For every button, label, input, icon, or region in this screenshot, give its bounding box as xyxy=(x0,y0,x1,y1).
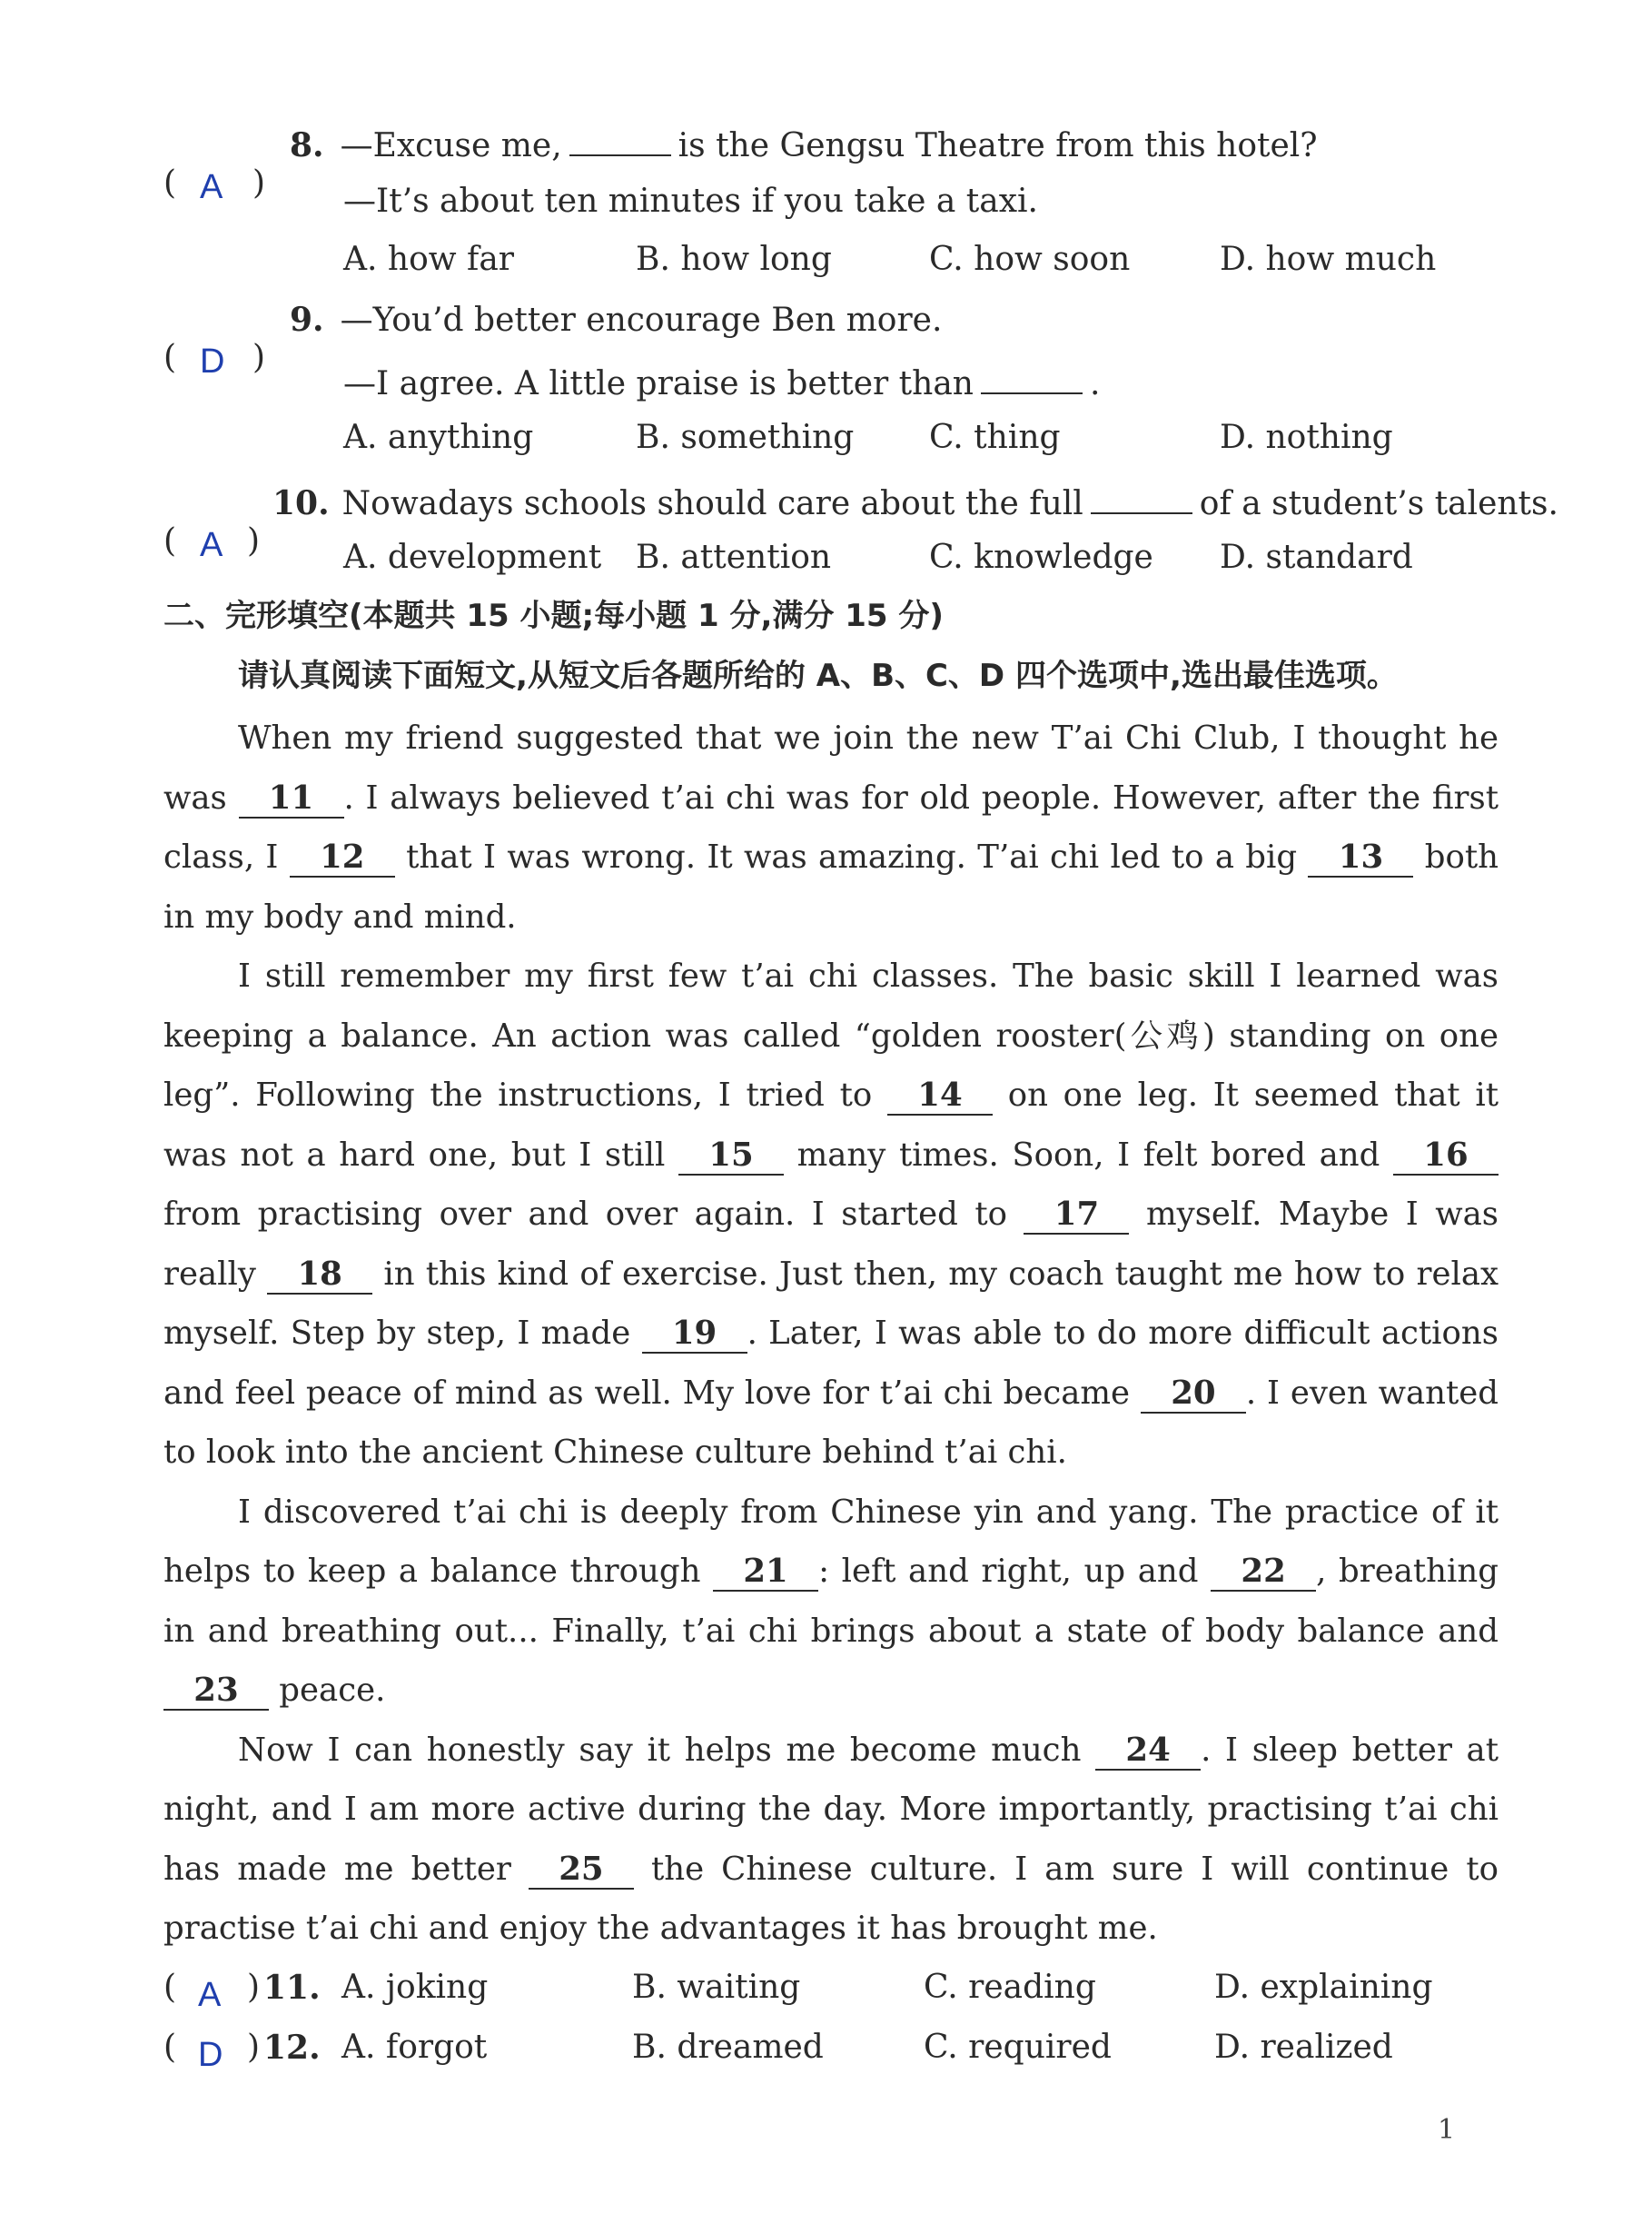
option-b: B. dreamed xyxy=(632,2029,824,2066)
passage-text: : left and right, up and xyxy=(818,1553,1199,1590)
passage-text: , breathing in and breathing out... Finally, t’ai chi brings about a state of body balance and xyxy=(163,1553,1499,1650)
option-c: C. required xyxy=(924,2029,1112,2066)
page-number: 1 xyxy=(1438,2114,1456,2146)
gap-15: 15 xyxy=(678,1137,784,1176)
option-c: C. reading xyxy=(924,1969,1096,2006)
question-text: —You’d better encourage Ben more. xyxy=(340,302,943,339)
answer-mark: A xyxy=(200,526,223,564)
question-text: is the Gengsu Theatre from this hotel? xyxy=(678,127,1318,164)
gap-25: 25 xyxy=(529,1851,634,1890)
answer-mark: D xyxy=(198,2036,223,2074)
section-instruction: 请认真阅读下面短文,从短文后各题所给的 A、B、C、D 四个选项中,选出最佳选项。 xyxy=(238,658,1398,694)
gap-17: 17 xyxy=(1024,1196,1129,1235)
gap-12: 12 xyxy=(290,839,395,878)
gap-19: 19 xyxy=(642,1315,747,1354)
question-number: 9. xyxy=(290,301,324,339)
question-9-response xyxy=(343,352,1100,407)
paragraph-3 xyxy=(163,1483,1499,1721)
question-10: ( A ) 10. Nowadays schools should care about the full of a student’s talents. xyxy=(163,472,1558,527)
option-b: B. attention xyxy=(636,539,832,576)
response-text: —I agree. A little praise is better than xyxy=(343,365,974,402)
passage-text: both in my body and mind. xyxy=(163,839,1499,936)
option-a: A. forgot xyxy=(341,2029,488,2066)
answer-blank xyxy=(981,352,1083,394)
gap-13: 13 xyxy=(1308,839,1413,878)
gap-16: 16 xyxy=(1393,1137,1499,1176)
option-c: C. thing xyxy=(929,419,1061,456)
question-8-response: —It’s about ten minutes if you take a taxi. xyxy=(343,183,1038,220)
gap-21: 21 xyxy=(713,1553,818,1592)
passage-text: . I even wanted to look into the ancient Chinese culture behind t’ai chi. xyxy=(163,1374,1499,1471)
question-number: 11. xyxy=(263,1969,321,2007)
question-9: ( D ) 9. —You’d better encourage Ben more. xyxy=(163,293,942,347)
passage-text: When my friend suggested that we join the new T’ai Chi Club, I thought he was xyxy=(163,720,1499,817)
passage-text: I discovered t’ai chi is deeply from Chinese yin and yang. The practice of it helps to keep a balance through xyxy=(163,1493,1499,1590)
option-a: A. development xyxy=(343,539,602,576)
question-text: Nowadays schools should care about the full xyxy=(341,485,1083,522)
option-c: C. knowledge xyxy=(929,539,1153,576)
option-d: D. standard xyxy=(1220,539,1413,576)
question-number: 12. xyxy=(263,2029,321,2067)
passage-text: peace. xyxy=(279,1672,386,1709)
passage-text: from practising over and over again. I started to xyxy=(163,1196,1007,1233)
passage-text: . Later, I was able to do more difficult actions and feel peace of mind as well. My love for t’ai chi became xyxy=(163,1315,1499,1412)
option-a: A. joking xyxy=(341,1969,489,2006)
option-b: B. something xyxy=(636,419,855,456)
gap-20: 20 xyxy=(1141,1375,1246,1414)
question-12: ( D ) 12. A. forgot B. dreamed C. required D. realized xyxy=(163,2020,1499,2075)
question-number: 8. xyxy=(290,126,324,164)
question-11: ( A ) 11. A. joking B. waiting C. reading D. explaining xyxy=(163,1960,1499,2015)
passage-text: Now I can honestly say it helps me become much xyxy=(238,1731,1082,1769)
passage-text: on one leg. It seemed that it was not a hard one, but I still xyxy=(163,1077,1499,1174)
question-number: 10. xyxy=(272,484,330,522)
cloze-passage xyxy=(163,709,1499,1959)
answer-blank xyxy=(1091,472,1192,514)
passage-text: . I always believed t’ai chi was for old people. However, after the first class, I xyxy=(163,779,1499,876)
answer-mark: A xyxy=(198,1976,222,2014)
passage-text: I still remember my first few t’ai chi classes. The basic skill I learned was keeping a balance. An action was called “golden rooster(公鸡) standing on one leg”. Following the instructions, I tried to xyxy=(163,958,1499,1114)
question-text: —Excuse me, xyxy=(340,127,562,164)
gap-22: 22 xyxy=(1211,1553,1316,1592)
passage-text: the Chinese culture. I am sure I will continue to practise t’ai chi and enjoy the advantages it has brought me. xyxy=(163,1850,1499,1947)
option-d: D. nothing xyxy=(1220,419,1393,456)
question-text: of a student’s talents. xyxy=(1199,485,1558,522)
passage-text: myself. Maybe I was really xyxy=(163,1196,1499,1293)
gap-14: 14 xyxy=(887,1077,993,1116)
response-end: . xyxy=(1089,365,1101,402)
gap-23: 23 xyxy=(163,1672,269,1711)
option-b: B. how long xyxy=(636,241,832,278)
section-title: 二、完形填空(本题共 15 小题;每小题 1 分,满分 15 分) xyxy=(163,598,944,634)
option-d: D. realized xyxy=(1214,2029,1393,2066)
paragraph-4 xyxy=(163,1721,1499,1959)
answer-mark: D xyxy=(200,342,225,381)
passage-text: that I was wrong. It was amazing. T’ai chi led to a big xyxy=(406,839,1298,876)
gap-24: 24 xyxy=(1095,1732,1201,1771)
gap-18: 18 xyxy=(267,1256,372,1295)
option-a: A. how far xyxy=(343,241,514,278)
question-8: ( A ) 8. —Excuse me, is the Gengsu Theatre from this hotel? xyxy=(163,114,1318,169)
option-a: A. anything xyxy=(343,419,534,456)
answer-blank xyxy=(569,114,671,156)
paragraph-2 xyxy=(163,947,1499,1483)
passage-text: . I sleep better at night, and I am more active during the day. More importantly, practising t’ai chi has made me better xyxy=(163,1731,1499,1888)
question-8-options xyxy=(343,233,1515,287)
passage-text: in this kind of exercise. Just then, my coach taught me how to relax myself. Step by step, I made xyxy=(163,1255,1499,1352)
question-9-options xyxy=(343,411,1515,465)
option-d: D. how much xyxy=(1220,241,1437,278)
gap-11: 11 xyxy=(239,780,344,819)
option-c: C. how soon xyxy=(929,241,1131,278)
answer-mark: A xyxy=(200,168,223,206)
option-b: B. waiting xyxy=(632,1969,801,2006)
option-d: D. explaining xyxy=(1214,1969,1433,2006)
passage-text: many times. Soon, I felt bored and xyxy=(796,1136,1380,1174)
question-10-options xyxy=(343,531,1515,585)
paragraph-1 xyxy=(163,709,1499,947)
